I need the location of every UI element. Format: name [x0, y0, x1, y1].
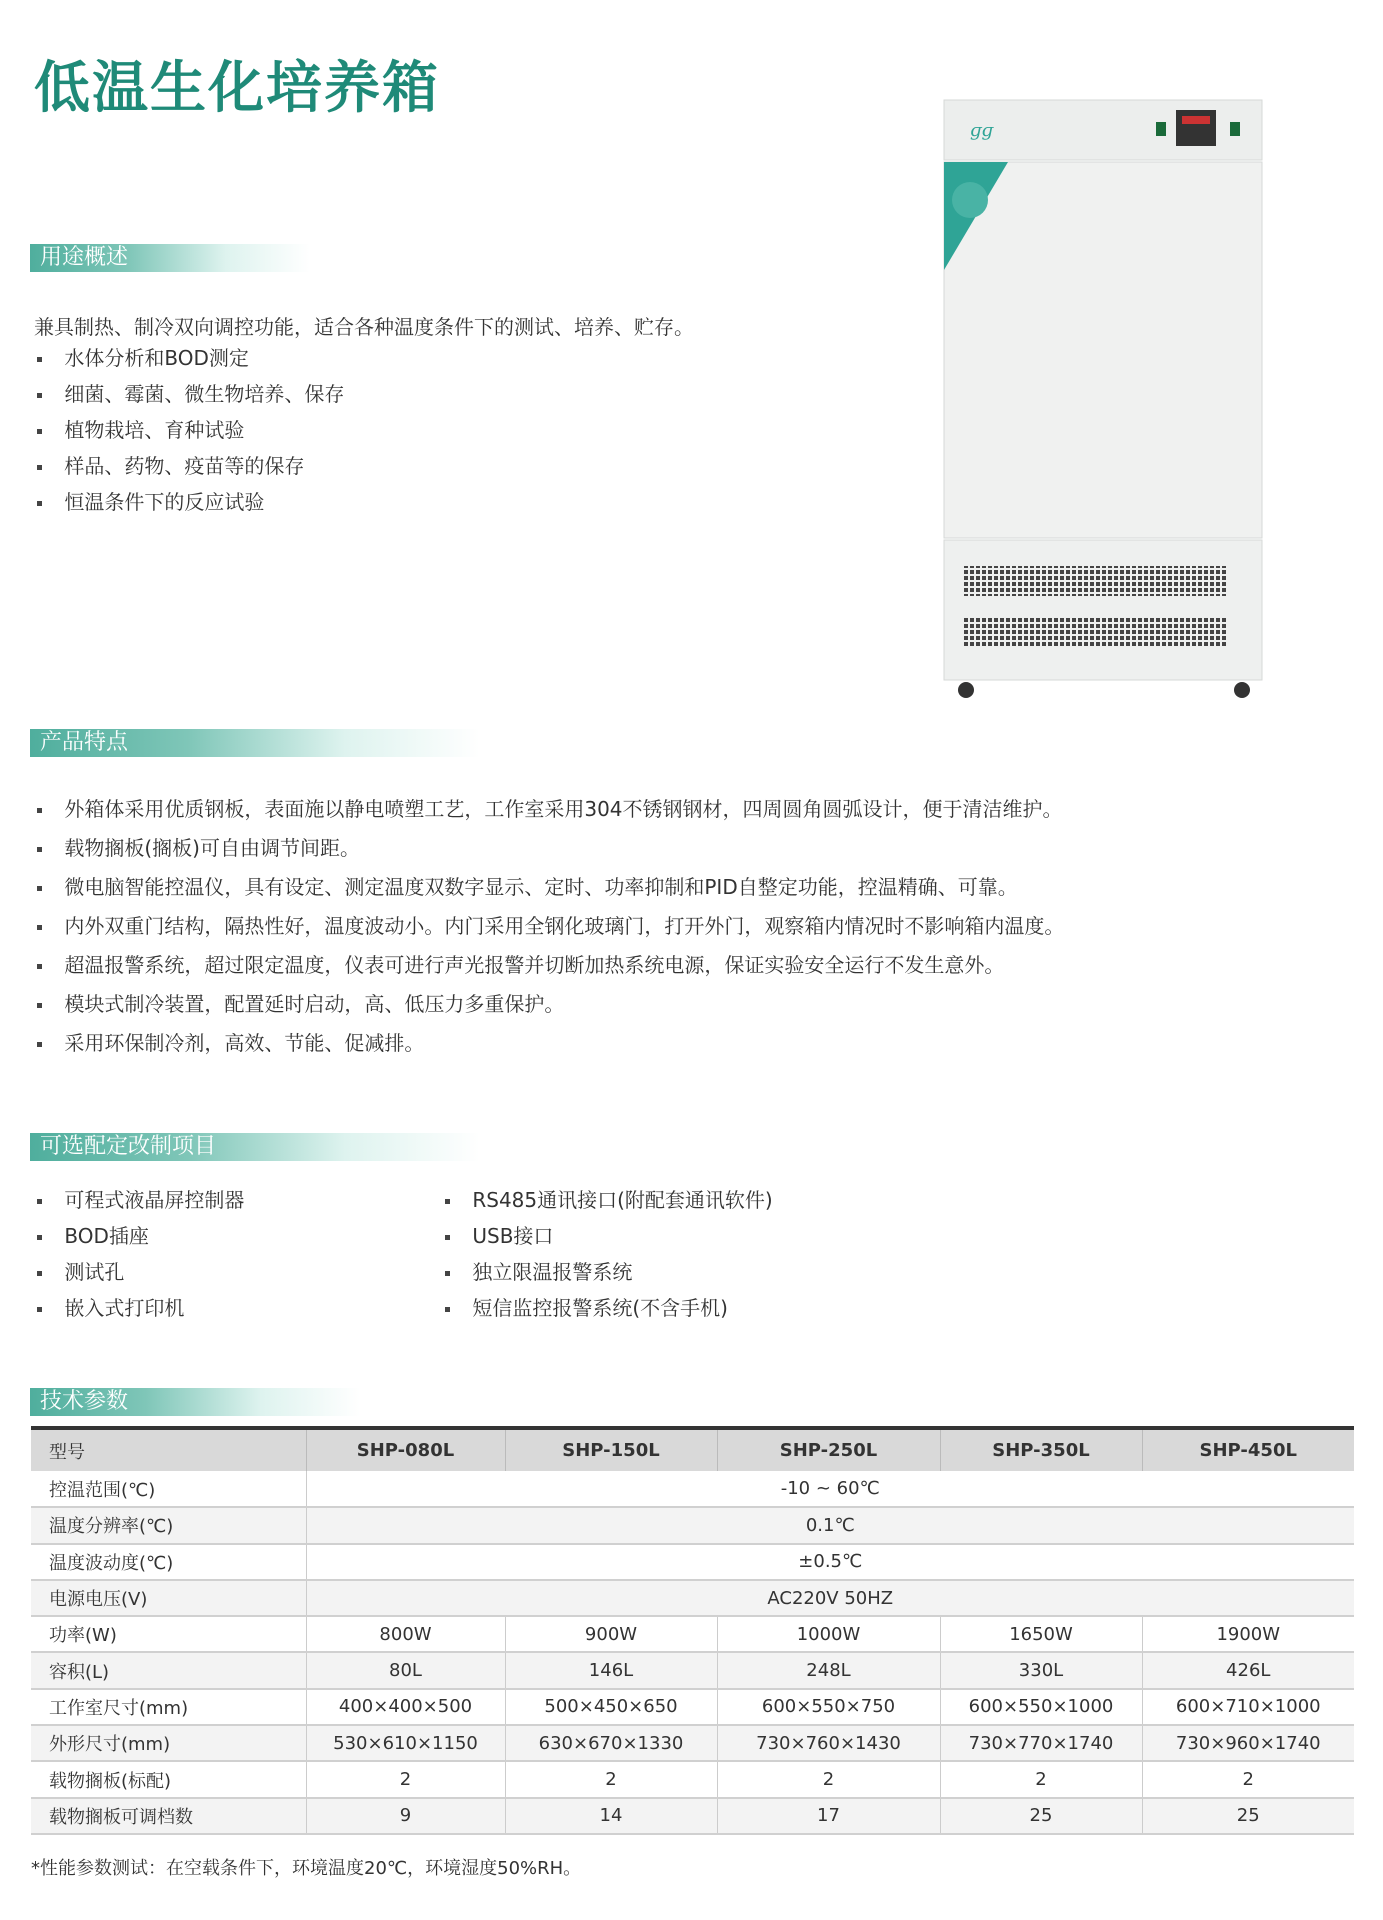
cell: 630×670×1330: [505, 1725, 717, 1761]
list-item: 内外双重门结构，隔热性好，温度波动小。内门采用全钢化玻璃门，打开外门，观察箱内情况时不影响箱内温度。: [37, 916, 1064, 936]
light-switch-icon: [1230, 122, 1240, 136]
cell: 800W: [306, 1616, 505, 1652]
section-options-heading: 可选配定改制项目: [30, 1133, 480, 1161]
col-header: SHP-150L: [505, 1428, 717, 1471]
incubator-product-image: [940, 96, 1270, 706]
col-header: SHP-350L: [940, 1428, 1142, 1471]
table-row: [31, 1725, 1354, 1761]
list-item: 细菌、霉菌、微生物培养、保存: [37, 384, 344, 404]
list-item: 超温报警系统，超过限定温度，仪表可进行声光报警并切断加热系统电源，保证实验安全运行不发生意外。: [37, 955, 1004, 975]
list-item: 采用环保制冷剂，高效、节能、促减排。: [37, 1033, 424, 1053]
col-header: 型号: [31, 1428, 306, 1471]
table-row: [31, 1616, 1354, 1652]
list-item: 短信监控报警系统(不含手机): [445, 1298, 728, 1318]
list-item: 测试孔: [37, 1262, 124, 1282]
list-item: BOD插座: [37, 1226, 149, 1246]
caster-wheel-icon: [1234, 682, 1250, 698]
row-label: 电源电压(V): [31, 1580, 306, 1616]
cell: 9: [306, 1798, 505, 1834]
table-row: [31, 1652, 1354, 1688]
table-row: [31, 1544, 1354, 1580]
row-label: 容积(L): [31, 1652, 306, 1688]
caster-wheel-icon: [958, 682, 974, 698]
footnote: *性能参数测试：在空载条件下，环境温度20℃，环境湿度50%RH。: [31, 1858, 582, 1879]
cell: 14: [505, 1798, 717, 1834]
cell: 2: [306, 1761, 505, 1797]
specs-table: [31, 1426, 1354, 1835]
section-specs-heading: 技术参数: [30, 1388, 360, 1416]
cell: 400×400×500: [306, 1689, 505, 1725]
cell: 1000W: [717, 1616, 940, 1652]
cell: 25: [940, 1798, 1142, 1834]
cell: 2: [1142, 1761, 1354, 1797]
cell: 1900W: [1142, 1616, 1354, 1652]
cell: 25: [1142, 1798, 1354, 1834]
cell: AC220V 50HZ: [306, 1580, 1354, 1616]
list-item: 独立限温报警系统: [445, 1262, 632, 1282]
cell: 600×550×750: [717, 1689, 940, 1725]
page-title: 低温生化培养箱: [34, 56, 440, 121]
cell: 2: [940, 1761, 1142, 1797]
table-row: [31, 1471, 1354, 1507]
list-item: 嵌入式打印机: [37, 1298, 184, 1318]
cell: 146L: [505, 1652, 717, 1688]
table-row: [31, 1507, 1354, 1543]
row-label: 温度波动度(℃): [31, 1544, 306, 1580]
list-item: 植物栽培、育种试验: [37, 420, 244, 440]
section-features-heading: 产品特点: [30, 729, 480, 757]
brand-logo-icon: ɡɡ: [970, 120, 994, 141]
cell: 600×550×1000: [940, 1689, 1142, 1725]
cell: 730×960×1740: [1142, 1725, 1354, 1761]
cell: 2: [717, 1761, 940, 1797]
table-row: [31, 1689, 1354, 1725]
table-row: [31, 1580, 1354, 1616]
table-row: [31, 1798, 1354, 1834]
cell: 2: [505, 1761, 717, 1797]
cell: 500×450×650: [505, 1689, 717, 1725]
controller-display-icon: [1176, 110, 1216, 146]
cell: 1650W: [940, 1616, 1142, 1652]
list-item: 样品、药物、疫苗等的保存: [37, 456, 304, 476]
list-item: 可程式液晶屏控制器: [37, 1190, 244, 1210]
cell: ±0.5℃: [306, 1544, 1354, 1580]
list-item: 载物搁板(搁板)可自由调节间距。: [37, 838, 360, 858]
col-header: SHP-080L: [306, 1428, 505, 1471]
table-header-row: [31, 1428, 1354, 1471]
row-label: 控温范围(℃): [31, 1471, 306, 1507]
cell: 600×710×1000: [1142, 1689, 1354, 1725]
list-item: 模块式制冷装置，配置延时启动，高、低压力多重保护。: [37, 994, 564, 1014]
cell: -10 ~ 60℃: [306, 1471, 1354, 1507]
row-label: 功率(W): [31, 1616, 306, 1652]
col-header: SHP-250L: [717, 1428, 940, 1471]
row-label: 工作室尺寸(mm): [31, 1689, 306, 1725]
list-item: 外箱体采用优质钢板，表面施以静电喷塑工艺，工作室采用304不锈钢钢材，四周圆角圆弧设计，便于清洁维护。: [37, 799, 1063, 819]
cell: 900W: [505, 1616, 717, 1652]
col-header: SHP-450L: [1142, 1428, 1354, 1471]
cell: 80L: [306, 1652, 505, 1688]
list-item: 恒温条件下的反应试验: [37, 492, 264, 512]
list-item: RS485通讯接口(附配套通讯软件): [445, 1190, 773, 1210]
cell: 426L: [1142, 1652, 1354, 1688]
list-item: 微电脑智能控温仪，具有设定、测定温度双数字显示、定时、功率抑制和PID自整定功能，控温精确、可靠。: [37, 877, 1018, 897]
usage-intro: 兼具制热、制冷双向调控功能，适合各种温度条件下的测试、培养、贮存。: [34, 315, 694, 339]
table-row: [31, 1761, 1354, 1797]
cell: 248L: [717, 1652, 940, 1688]
cell: 0.1℃: [306, 1507, 1354, 1543]
row-label: 载物搁板可调档数: [31, 1798, 306, 1834]
row-label: 载物搁板(标配): [31, 1761, 306, 1797]
list-item: 水体分析和BOD测定: [37, 348, 249, 368]
cell: 730×770×1740: [940, 1725, 1142, 1761]
power-switch-icon: [1156, 122, 1166, 136]
section-usage-heading: 用途概述: [30, 244, 310, 272]
row-label: 温度分辨率(℃): [31, 1507, 306, 1543]
cell: 17: [717, 1798, 940, 1834]
list-item: USB接口: [445, 1226, 553, 1246]
row-label: 外形尺寸(mm): [31, 1725, 306, 1761]
cell: 530×610×1150: [306, 1725, 505, 1761]
cell: 730×760×1430: [717, 1725, 940, 1761]
cell: 330L: [940, 1652, 1142, 1688]
